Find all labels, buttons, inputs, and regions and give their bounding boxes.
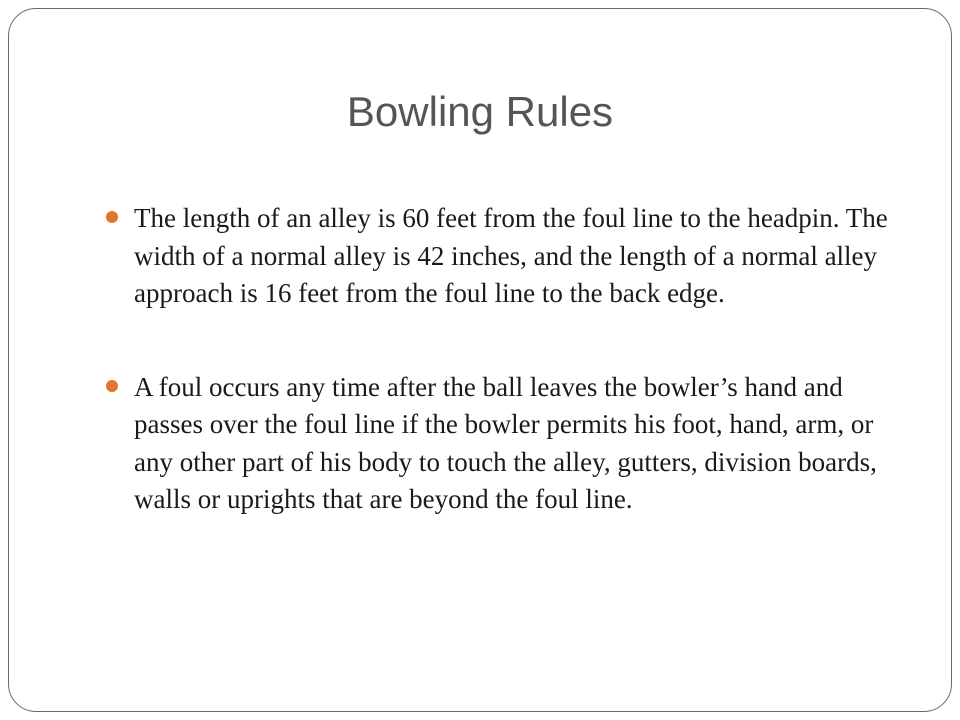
bullet-item	[100, 369, 910, 519]
bullet-text: The length of an alley is 60 feet from the foul line to the headpin. The width of a normal alley is 42 inches, and the length of a normal alley approach is 16 feet from the foul line to the back edge.	[134, 203, 888, 308]
slide-title: Bowling Rules	[346, 88, 614, 135]
bullet-list	[100, 200, 910, 519]
bullet-text: A foul occurs any time after the ball leaves the bowler’s hand and passes over the foul line if the bowler permits his foot, hand, arm, or any other part of his body to touch the alley, gutters, division boards, walls or uprights that are beyond the foul line.	[134, 371, 877, 514]
bullet-item	[100, 200, 910, 313]
bullet-dot-icon	[106, 380, 118, 392]
bullet-dot-icon	[106, 211, 118, 223]
